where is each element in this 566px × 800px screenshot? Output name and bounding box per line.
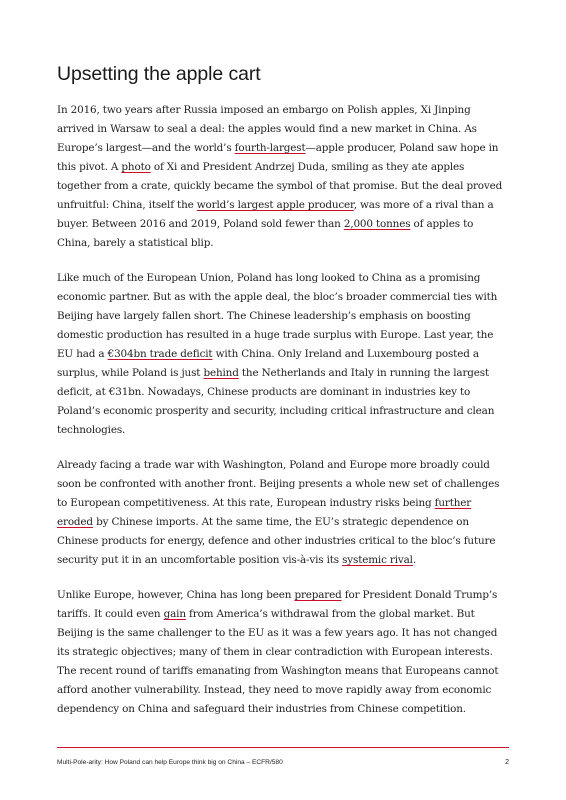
paragraph-1-text-5: of apples to China, barely a statistical blip. [57,218,474,249]
paragraph-1 [57,101,509,253]
footer-divider [57,747,509,748]
paragraph-1-text-2: —apple producer, Poland saw hope in this pivot. A [57,142,499,173]
paragraph-2-text-3: the Netherlands and Italy in running the largest deficit, at €31bn. Nowadays, Chinese products are dominant in industries key to Poland’s economic prosperity and security, including critical infrastructure and clean technologies. [57,367,495,436]
link-further-eroded[interactable]: further eroded [57,497,472,528]
link-behind[interactable]: behind [203,367,239,379]
paragraph-4-text-3: from America’s withdrawal from the global market. But Beijing is the same challenger to the EU as it was a few years ago. It has not changed its strategic objectives; many of them in clear contradiction with European interests. The recent round of tariffs emanating from Washington means that Europeans cannot afford another vulnerability. Instead, they need to move rapidly away from economic dependency on China and safeguard their industries from Chinese competition. [57,608,499,715]
paragraph-3 [57,456,509,570]
paragraph-2 [57,269,509,440]
link-worlds-largest-apple-producer[interactable]: world’s largest apple producer [196,199,354,211]
link-systemic-rival[interactable]: systemic rival [342,554,413,566]
paragraph-1-text-3: of Xi and President Andrzej Duda, smiling as they ate apples together from a crate, quickly became the symbol of that promise. But the deal proved unfruitful: China, itself the [57,161,503,211]
paragraph-4 [57,586,509,719]
paragraph-2-text-1: Like much of the European Union, Poland has long looked to China as a promising economic partner. But as with the apple deal, the bloc’s broader commercial ties with Beijing have largely fallen short. The Chinese leadership’s emphasis on boosting domestic production has resulted in a huge trade surplus with Europe. Last year, the EU had a [57,272,498,360]
paragraph-4-text-2: for President Donald Trump’s tariffs. It could even [57,589,498,620]
paragraph-3-text-3: . [412,554,417,566]
link-prepared[interactable]: prepared [294,589,342,601]
paragraph-4-text-1: Unlike Europe, however, China has long been [57,589,295,601]
link-photo[interactable]: photo [121,161,151,173]
paragraph-3-text-1: Already facing a trade war with Washington, Poland and Europe more broadly could soon be confronted with another front. Beijing presents a whole new set of challenges to European competitiveness. At this rate, European industry risks being [57,459,500,509]
paragraph-1-text-4: , was more of a rival than a buyer. Between 2016 and 2019, Poland sold fewer than [57,199,494,230]
link-2000-tonnes[interactable]: 2,000 tonnes [343,218,411,230]
link-gain[interactable]: gain [163,608,186,620]
article-body [57,101,509,735]
paragraph-1-text-1: In 2016, two years after Russia imposed an embargo on Polish apples, Xi Jinping arrived in Warsaw to seal a deal: the apples would find a new market in China. As Europe’s largest—and the world’s [57,104,477,154]
section-heading: Upsetting the apple cart [57,63,261,85]
footer-title: Multi-Pole-arity: How Poland can help Europe think big on China – ECFR/580 [57,759,283,766]
page-number: 2 [505,759,509,766]
paragraph-2-text-2: with China. Only Ireland and Luxembourg posted a surplus, while Poland is just [57,348,479,379]
link-fourth-largest[interactable]: fourth-largest [234,142,306,154]
link-trade-deficit[interactable]: €304bn trade deficit [107,348,213,360]
paragraph-3-text-2: by Chinese imports. At the same time, the EU’s strategic dependence on Chinese products for energy, defence and other industries critical to the bloc’s future security put it in an uncomfortable position vis-à-vis its [57,516,496,566]
